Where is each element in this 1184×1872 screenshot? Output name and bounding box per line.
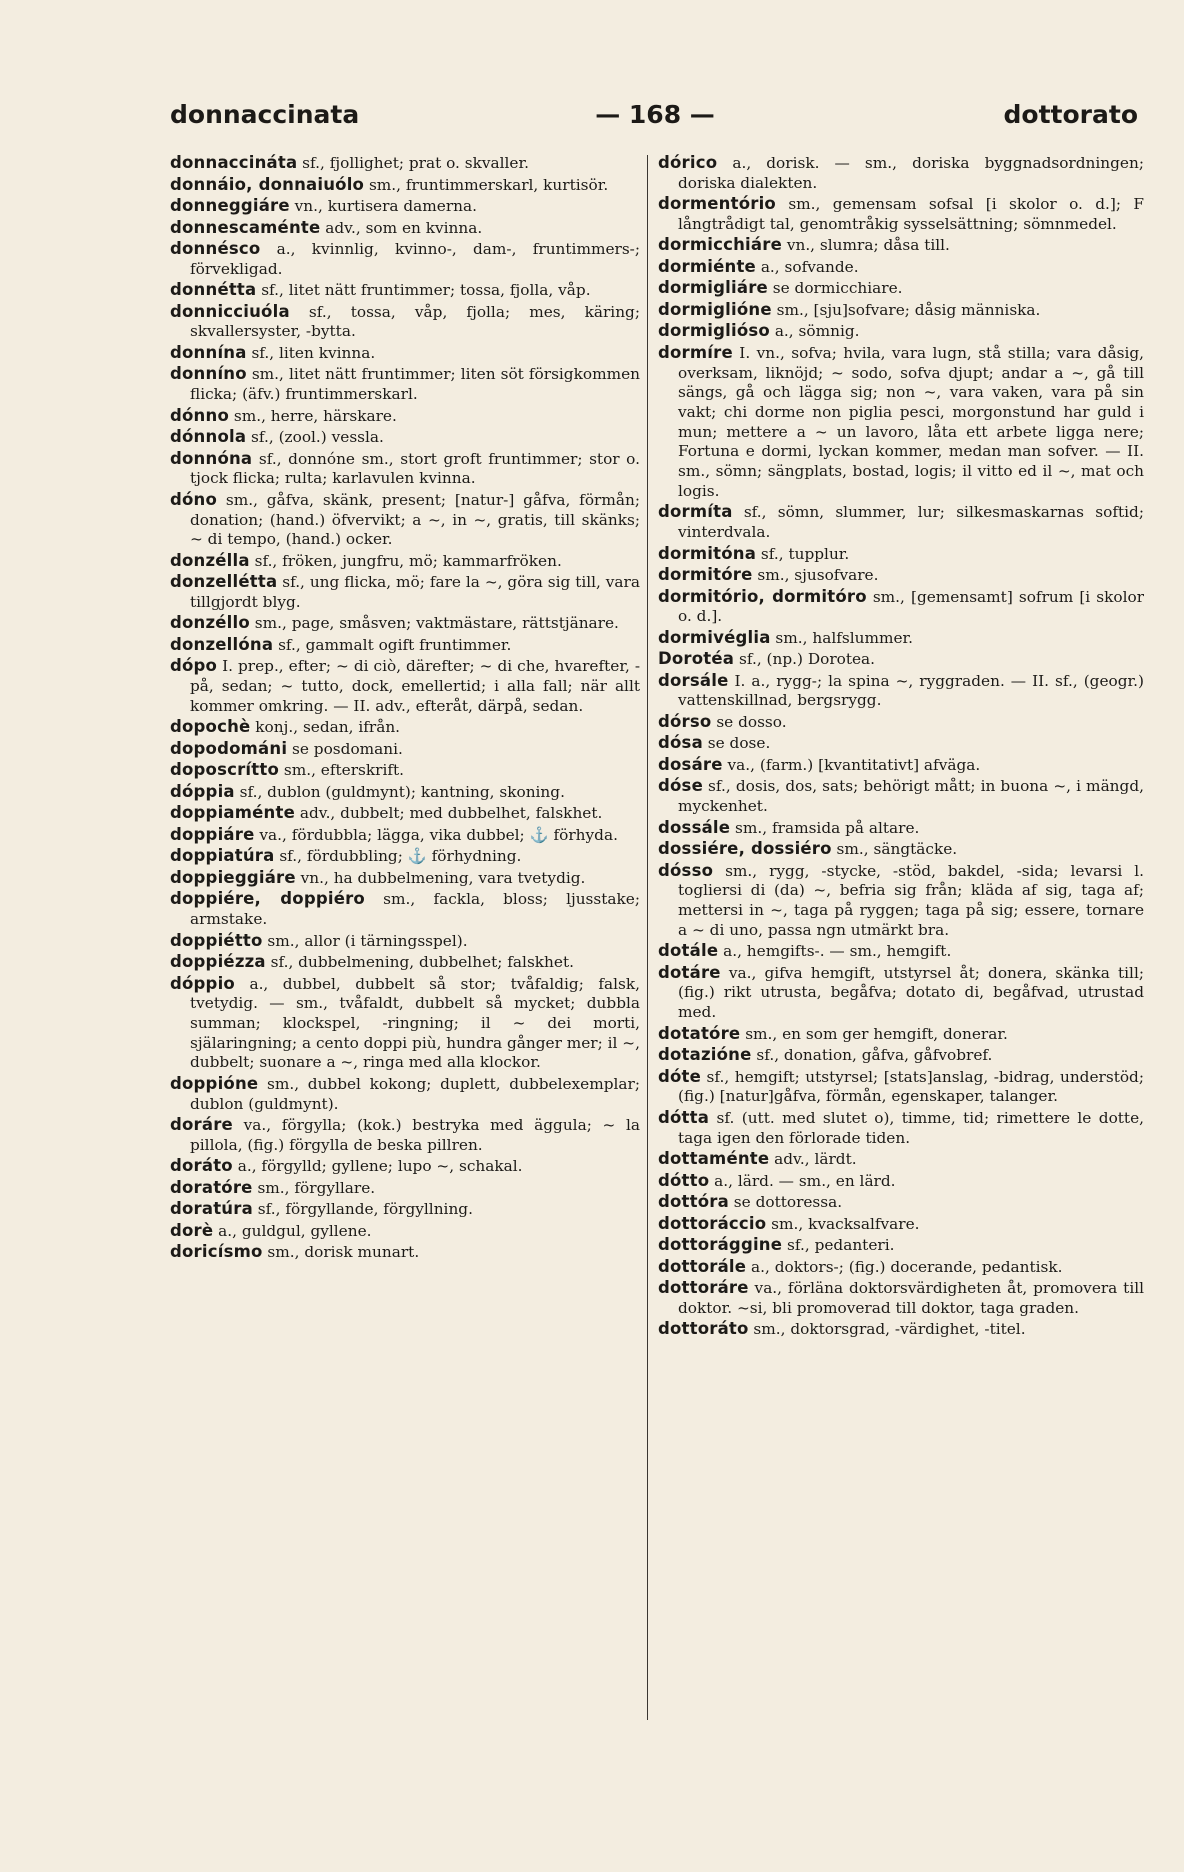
- page-header: [170, 100, 1138, 140]
- entry-headword: dormentório: [658, 194, 776, 214]
- entry-definition: sf., fjollighet; prat o. skvaller.: [297, 154, 529, 172]
- entry-headword: dóno: [170, 489, 218, 509]
- entry-headword: dormíre: [658, 342, 733, 362]
- dictionary-entry: [658, 1045, 1144, 1066]
- entry-headword: dotáre: [658, 962, 721, 982]
- dictionary-entry: [170, 803, 640, 824]
- entry-definition: sm., efterskrift.: [279, 761, 405, 780]
- left-column: [170, 153, 640, 1853]
- dictionary-entry: [658, 1067, 1144, 1107]
- entry-definition: sm., litet nätt fruntimmer; liten söt försigkommen flicka; (äfv.) fruntimmerskarl.: [190, 365, 640, 404]
- entry-definition: sf., (zool.) vessla.: [246, 428, 384, 447]
- entry-headword: dormíta: [658, 502, 733, 522]
- dictionary-entry: [658, 839, 1144, 860]
- dictionary-entry: [658, 1149, 1144, 1170]
- entry-headword: dormiglióne: [658, 299, 772, 319]
- dictionary-entry: [658, 1257, 1144, 1278]
- entry-definition: va., förläna doktorsvärdigheten åt, promovera till doktor. ~si, bli promoverad till doktor, taga graden.: [678, 1279, 1144, 1317]
- entry-headword: doppieggiáre: [170, 867, 296, 887]
- entry-headword: doricísmo: [170, 1242, 263, 1262]
- entry-definition: sf., hemgift; utstyrsel; [stats]anslag, -bidrag, understöd; (fig.) [natur]gåfva, förmån, egenskaper, talanger.: [678, 1067, 1144, 1106]
- entry-definition: sm., framsida på altare.: [730, 818, 920, 837]
- entry-headword: dossále: [658, 817, 731, 837]
- entry-definition: sm., fruntimmerskarl, kurtisör.: [364, 175, 609, 194]
- dictionary-entry: [658, 321, 1144, 342]
- entry-headword: dottorággine: [658, 1235, 783, 1255]
- entry-definition: se dose.: [702, 734, 771, 753]
- dictionary-entry: [658, 1235, 1144, 1256]
- entry-headword: doppiére, doppiéro: [170, 889, 365, 909]
- entry-headword: dopodománi: [170, 738, 288, 758]
- entry-definition: sm., [sju]sofvare; dåsig människa.: [771, 300, 1041, 319]
- entry-definition: sm., page, småsven; vaktmästare, rättstjänare.: [249, 614, 619, 633]
- entry-headword: dótto: [658, 1170, 710, 1190]
- entry-headword: donnésco: [170, 239, 261, 258]
- entry-definition: a., dubbel, dubbelt så stor; tvåfaldig; falsk, tvetydig. — sm., tvåfaldt, dubbelt så mycket; dubbla summan; klockspel, -ringning; il ~ dei morti, själaringning; a cento doppi più, hundra gånger mer; il ~, dubbelt; suonare a ~, ringa med alla klockor.: [190, 974, 640, 1072]
- entry-definition: a., sömnig.: [769, 322, 860, 341]
- entry-headword: doráre: [170, 1115, 233, 1135]
- dictionary-entry: [658, 1214, 1144, 1235]
- entry-headword: Dorotéa: [658, 649, 735, 669]
- entry-definition: a., förgylld; gyllene; lupo ~, schakal.: [232, 1157, 523, 1176]
- entry-headword: dottóra: [658, 1192, 729, 1212]
- entry-definition: sm., förgyllare.: [252, 1178, 376, 1197]
- entry-definition: sf., ung flicka, mö; fare la ~, göra sig till, vara tillgjordt blyg.: [190, 573, 640, 611]
- entry-definition: sm., rygg, -stycke, -stöd, bakdel, -sida; levarsi l. togliersi di (da) ~, befria sig från; kläda af sig, taga af; mettersi in ~, taga på ryggen; taga på sig; essere, tornare a ~ di uno, passa ngn utmärkt bra.: [678, 861, 1144, 939]
- entry-headword: dótta: [658, 1107, 710, 1127]
- entry-definition: I. a., rygg-; la spina ~, ryggraden. — II. sf., (geogr.) vattenskillnad, bergsrygg.: [678, 671, 1144, 710]
- dictionary-entry: [658, 941, 1144, 962]
- dictionary-entry: [658, 818, 1144, 839]
- entry-headword: dormitório, dormitóro: [658, 586, 867, 606]
- entry-headword: dórso: [658, 711, 712, 731]
- entry-headword: donzéllo: [170, 613, 250, 633]
- entry-headword: dotazióne: [658, 1045, 752, 1065]
- header-left-guideword: donnaccinata: [170, 100, 360, 129]
- dictionary-entry: [658, 565, 1144, 586]
- entry-definition: a., guldgul, gyllene.: [213, 1221, 372, 1240]
- entry-headword: dottaménte: [658, 1149, 770, 1169]
- entry-headword: dormitóre: [658, 565, 753, 585]
- dictionary-entry: [170, 196, 640, 217]
- dictionary-entry: [170, 952, 640, 973]
- entry-definition: sm., allor (i tärningsspel).: [262, 931, 468, 950]
- entry-definition: sm., sjusofvare.: [752, 566, 879, 585]
- entry-definition: sm., doktorsgrad, -värdighet, -titel.: [748, 1320, 1026, 1339]
- dictionary-entry: [658, 587, 1144, 627]
- entry-definition: sm., herre, härskare.: [228, 406, 397, 425]
- dictionary-entry: [170, 302, 640, 342]
- entry-headword: doppiaménte: [170, 803, 295, 823]
- entry-headword: dormiglióso: [658, 321, 770, 341]
- dictionary-entry: [658, 502, 1144, 542]
- dictionary-entry: [170, 1221, 640, 1242]
- entry-definition: sm., en som ger hemgift, donerar.: [740, 1024, 1008, 1043]
- entry-headword: dorè: [170, 1220, 214, 1240]
- entry-definition: sm., halfslummer.: [770, 628, 914, 647]
- entry-definition: sm., dorisk munart.: [262, 1243, 420, 1262]
- entry-definition: se dormicchiare.: [767, 279, 903, 298]
- entry-headword: doppiáre: [170, 824, 255, 844]
- dictionary-entry: [170, 449, 640, 489]
- dictionary-entry: [170, 572, 640, 612]
- entry-definition: sm., gåfva, skänk, present; [natur-] gåfva, förmån; donation; (hand.) öfvervikt; a ~, in ~, gratis, till skänks; ~ di tempo, (hand.) ocker.: [190, 490, 640, 549]
- entry-headword: dóppia: [170, 781, 235, 801]
- entry-headword: donnicciuóla: [170, 301, 290, 321]
- dictionary-entry: [658, 343, 1144, 502]
- entry-definition: sf., förgyllande, förgyllning.: [252, 1200, 473, 1219]
- entry-headword: donzélla: [170, 550, 250, 570]
- entry-headword: donníno: [170, 364, 247, 384]
- entry-headword: dóppio: [170, 973, 235, 993]
- right-column: [658, 153, 1144, 1583]
- entry-definition: sf. (utt. med slutet o), timme, tid; rimettere le dotte, taga igen den förlorade tiden.: [678, 1108, 1144, 1147]
- dictionary-entry: [170, 760, 640, 781]
- entry-definition: va., förgylla; (kok.) bestryka med äggula; ~ la pillola, (fig.) förgylla de beska pillren.: [190, 1116, 640, 1154]
- dictionary-entry: [658, 649, 1144, 670]
- entry-headword: dósso: [658, 860, 714, 880]
- entry-definition: sf., dublon (guldmynt); kantning, skoning.: [234, 782, 565, 801]
- entry-definition: sf., pedanteri.: [782, 1236, 895, 1255]
- entry-headword: doppiatúra: [170, 846, 275, 866]
- dictionary-entry: [170, 239, 640, 279]
- dictionary-entry: [658, 963, 1144, 1023]
- entry-definition: sf., dubbelmening, dubbelhet; falskhet.: [265, 953, 574, 972]
- entry-definition: I. vn., sofva; hvila, vara lugn, stå stilla; vara dåsig, overksam, liknöjd; ~ sodo, sofva djupt; andar a ~, gå till sängs, gå och lägga sig; non ~, vara vaken, vara på sin vakt; chi dorme non piglia pesci, morgonstund har guld i mun; mettere a ~ un lavoro, låta ett arbete ligga nere; Fortuna e dormi, lyckan kommer, medan man sofver. — II. sm., sömn; sängplats, bostad, logis; il vitto ed il ~, mat och logis.: [678, 343, 1144, 500]
- entry-headword: dottoráre: [658, 1278, 749, 1298]
- entry-headword: dotále: [658, 941, 719, 961]
- entry-definition: sf., dosis, dos, sats; behörigt mått; in buona ~, i mängd, myckenhet.: [678, 777, 1144, 816]
- entry-definition: va., gifva hemgift, utstyrsel åt; donera, skänka till; (fig.) rikt utrusta, begåfva; dotato di, begåfvad, utrustad med.: [678, 963, 1144, 1022]
- entry-definition: sf., donation, gåfva, gåfvobref.: [751, 1046, 993, 1065]
- entry-headword: donnína: [170, 342, 247, 362]
- entry-headword: doposcrítto: [170, 760, 279, 780]
- entry-definition: sm., [gemensamt] sofrum [i skolor o. d.].: [678, 587, 1144, 626]
- entry-headword: donnétta: [170, 280, 257, 300]
- dictionary-entry: [658, 300, 1144, 321]
- entry-definition: vn., kurtisera damerna.: [289, 197, 478, 215]
- dictionary-entry: [658, 1024, 1144, 1045]
- dictionary-entry: [658, 712, 1144, 733]
- dictionary-entry: [658, 1108, 1144, 1148]
- dictionary-entry: [170, 825, 640, 846]
- entry-headword: dottorále: [658, 1256, 747, 1276]
- dictionary-entry: [658, 776, 1144, 816]
- entry-definition: a., lärd. — sm., en lärd.: [709, 1171, 896, 1190]
- dictionary-entry: [170, 739, 640, 760]
- entry-headword: dormitóna: [658, 543, 757, 563]
- dictionary-entry: [658, 628, 1144, 649]
- entry-definition: se dosso.: [711, 712, 787, 731]
- entry-headword: donnáio, donnaiuólo: [170, 174, 365, 194]
- entry-definition: sf., donnóne sm., stort groft fruntimmer; stor o. tjock flicka; rulta; karlavulen kvinna.: [190, 449, 640, 488]
- entry-definition: se dottoressa.: [728, 1193, 843, 1212]
- entry-headword: dórico: [658, 153, 718, 172]
- dictionary-entry: [658, 153, 1144, 193]
- entry-headword: dónnola: [170, 427, 247, 447]
- dictionary-entry: [170, 551, 640, 572]
- dictionary-entry: [170, 889, 640, 929]
- dictionary-entry: [170, 868, 640, 889]
- entry-definition: sf., (np.) Dorotea.: [734, 650, 876, 669]
- column-divider: [647, 155, 648, 1720]
- entry-headword: donnaccináta: [170, 153, 298, 172]
- dictionary-entry: [658, 235, 1144, 256]
- entry-headword: dópo: [170, 656, 218, 676]
- entry-headword: dóte: [658, 1066, 702, 1086]
- dictionary-entry: [170, 846, 640, 867]
- entry-headword: dósa: [658, 733, 703, 753]
- dictionary-entry: [170, 490, 640, 550]
- entry-definition: sf., sömn, slummer, lur; silkesmaskarnas softid; vinterdvala.: [678, 503, 1144, 542]
- header-right-guideword: dottorato: [1003, 100, 1138, 129]
- entry-definition: a., hemgifts-. — sm., hemgift.: [718, 942, 952, 961]
- dictionary-entry: [170, 635, 640, 656]
- entry-definition: adv., dubbelt; med dubbelhet, falskhet.: [294, 804, 603, 823]
- entry-headword: doratúra: [170, 1199, 253, 1219]
- dictionary-entry: [170, 280, 640, 301]
- entry-headword: donnescaménte: [170, 217, 321, 237]
- entry-definition: sm., sängtäcke.: [831, 840, 958, 859]
- entry-headword: doppiétto: [170, 930, 263, 950]
- entry-definition: sf., tossa, våp, fjolla; mes, käring; skvallersyster, -bytta.: [190, 302, 640, 341]
- entry-definition: adv., lärdt.: [769, 1150, 857, 1169]
- dictionary-entry: [170, 427, 640, 448]
- entry-definition: a., sofvande.: [755, 257, 859, 276]
- entry-headword: doratóre: [170, 1177, 253, 1197]
- dictionary-entry: [170, 175, 640, 196]
- entry-headword: dottoráccio: [658, 1213, 767, 1233]
- dictionary-entry: [170, 406, 640, 427]
- entry-headword: donneggiáre: [170, 196, 290, 215]
- dictionary-entry: [170, 343, 640, 364]
- dictionary-entry: [170, 717, 640, 738]
- entry-definition: vn., slumra; dåsa till.: [781, 236, 950, 255]
- entry-definition: sm., fackla, bloss; ljusstake; armstake.: [190, 890, 640, 929]
- entry-headword: dottoráto: [658, 1319, 749, 1339]
- dictionary-entry: [170, 1115, 640, 1155]
- dictionary-entry: [658, 1192, 1144, 1213]
- entry-definition: a., dorisk. — sm., doriska byggnadsordningen; doriska dialekten.: [678, 154, 1144, 192]
- dictionary-entry: [170, 1178, 640, 1199]
- dictionary-entry: [658, 278, 1144, 299]
- dictionary-entry: [170, 931, 640, 952]
- entry-definition: sm., dubbel kokong; duplett, dubbelexemplar; dublon (guldmynt).: [190, 1074, 640, 1113]
- entry-headword: dossiére, dossiéro: [658, 839, 832, 859]
- entry-headword: donzellétta: [170, 572, 278, 592]
- dictionary-entry: [658, 1319, 1144, 1340]
- dictionary-entry: [170, 364, 640, 404]
- entry-definition: sf., fröken, jungfru, mö; kammarfröken.: [249, 551, 562, 570]
- dictionary-entry: [658, 1278, 1144, 1318]
- entry-headword: doráto: [170, 1156, 233, 1176]
- entry-definition: va., (farm.) [kvantitativt] afväga.: [722, 755, 981, 774]
- dictionary-entry: [170, 613, 640, 634]
- dictionary-entry: [170, 1242, 640, 1263]
- entry-definition: vn., ha dubbelmening, vara tvetydig.: [295, 868, 586, 887]
- dictionary-entry: [658, 861, 1144, 941]
- entry-headword: doppiézza: [170, 952, 266, 972]
- dictionary-entry: [170, 1074, 640, 1114]
- entry-headword: donzellóna: [170, 634, 274, 654]
- dictionary-entry: [658, 257, 1144, 278]
- entry-headword: dormiénte: [658, 256, 756, 276]
- entry-definition: sf., litet nätt fruntimmer; tossa, fjolla, våp.: [256, 281, 591, 300]
- entry-definition: se posdomani.: [287, 739, 403, 758]
- entry-headword: doppióne: [170, 1073, 259, 1093]
- dictionary-entry: [170, 782, 640, 803]
- entry-definition: a., kvinnlig, kvinno-, dam-, fruntimmers-; förvekligad.: [190, 240, 640, 278]
- entry-headword: dormicchiáre: [658, 235, 782, 255]
- entry-headword: dosáre: [658, 754, 723, 774]
- entry-definition: sm., gemensam sofsal [i skolor o. d.]; F långtrådigt tal, genomtråkig sysselsättning; sömnmedel.: [678, 195, 1144, 233]
- entry-definition: sf., liten kvinna.: [246, 343, 376, 362]
- entry-headword: dónno: [170, 405, 229, 425]
- entry-definition: sm., kvacksalfvare.: [766, 1214, 920, 1233]
- entry-definition: va., fördubbla; lägga, vika dubbel; ⚓ förhyda.: [254, 825, 618, 844]
- entry-definition: sf., fördubbling; ⚓ förhydning.: [274, 847, 522, 866]
- dictionary-entry: [658, 544, 1144, 565]
- entry-definition: adv., som en kvinna.: [320, 218, 483, 237]
- dictionary-entry: [658, 733, 1144, 754]
- dictionary-entry: [170, 974, 640, 1074]
- dictionary-entry: [658, 194, 1144, 234]
- page-number: — 168 —: [595, 100, 715, 129]
- entry-headword: dóse: [658, 776, 703, 796]
- entry-headword: donnóna: [170, 448, 253, 468]
- dictionary-entry: [658, 755, 1144, 776]
- entry-headword: dotatóre: [658, 1023, 741, 1043]
- dictionary-entry: [170, 153, 640, 174]
- dictionary-entry: [658, 1171, 1144, 1192]
- entry-headword: dorsále: [658, 670, 729, 690]
- entry-headword: dormivéglia: [658, 627, 771, 647]
- entry-definition: sf., gammalt ogift fruntimmer.: [273, 635, 512, 654]
- dictionary-entry: [170, 218, 640, 239]
- dictionary-entry: [170, 656, 640, 716]
- dictionary-entry: [658, 671, 1144, 711]
- entry-headword: dormigliáre: [658, 278, 768, 298]
- entry-definition: konj., sedan, ifrån.: [250, 718, 401, 737]
- dictionary-entry: [170, 1156, 640, 1177]
- dictionary-entry: [170, 1199, 640, 1220]
- entry-definition: a., doktors-; (fig.) docerande, pedantisk.: [746, 1257, 1063, 1276]
- entry-definition: I. prep., efter; ~ di ciò, därefter; ~ di che, hvarefter, -på, sedan; ~ tutto, dock, emellertid; i alla fall; när allt kommer omkring. — II. adv., efteråt, därpå, sedan.: [190, 657, 640, 715]
- entry-headword: dopochè: [170, 717, 251, 737]
- entry-definition: sf., tupplur.: [756, 544, 850, 563]
